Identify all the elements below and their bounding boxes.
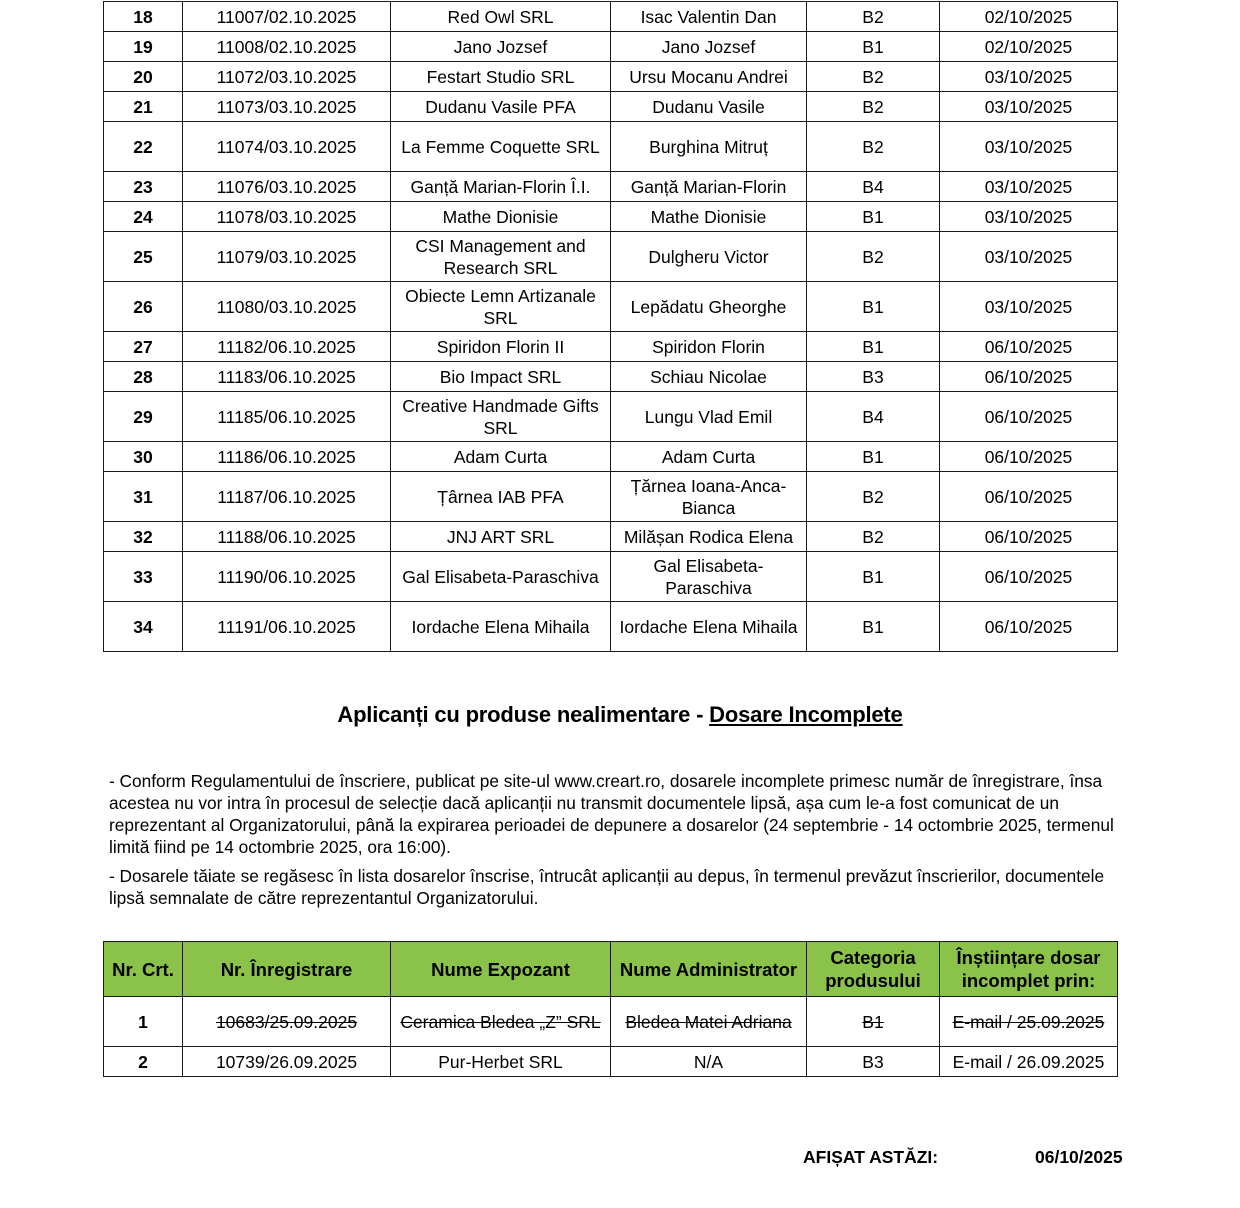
exhibitor-name: Țârnea IAB PFA [391, 472, 611, 522]
section-title-prefix: Aplicanți cu produse nealimentare - [337, 702, 710, 727]
table-row [104, 172, 1118, 202]
registration-number: 11190/06.10.2025 [183, 552, 391, 602]
header-registration: Nr. Înregistrare [183, 942, 391, 997]
registration-date: 03/10/2025 [940, 172, 1118, 202]
exhibitor-name: Red Owl SRL [391, 2, 611, 32]
registration-number: 11182/06.10.2025 [183, 332, 391, 362]
table-row [104, 362, 1118, 392]
row-number: 22 [104, 122, 183, 172]
header-exhibitor: Nume Expozant [391, 942, 611, 997]
exhibitor-name: Ganță Marian-Florin Î.I. [391, 172, 611, 202]
row-number: 31 [104, 472, 183, 522]
registration-number: 11186/06.10.2025 [183, 442, 391, 472]
registration-number: 11076/03.10.2025 [183, 172, 391, 202]
product-category: B4 [807, 172, 940, 202]
row-number: 24 [104, 202, 183, 232]
administrator-name: Bledea Matei Adriana [611, 997, 807, 1047]
exhibitor-name: JNJ ART SRL [391, 522, 611, 552]
administrator-name: Mathe Dionisie [611, 202, 807, 232]
row-number: 19 [104, 32, 183, 62]
administrator-name: Ursu Mocanu Andrei [611, 62, 807, 92]
registration-number: 11079/03.10.2025 [183, 232, 391, 282]
registration-number: 11007/02.10.2025 [183, 2, 391, 32]
header-category: Categoria produsului [807, 942, 940, 997]
table-row [104, 522, 1118, 552]
product-category: B3 [807, 1047, 940, 1077]
product-category: B1 [807, 602, 940, 652]
incomplete-files-body [104, 997, 1118, 1077]
row-number: 25 [104, 232, 183, 282]
table-row [104, 472, 1118, 522]
exhibitor-name: Mathe Dionisie [391, 202, 611, 232]
product-category: B2 [807, 92, 940, 122]
registration-date: 03/10/2025 [940, 232, 1118, 282]
registration-number: 11073/03.10.2025 [183, 92, 391, 122]
row-number: 23 [104, 172, 183, 202]
table-row [104, 202, 1118, 232]
row-number: 20 [104, 62, 183, 92]
registration-date: 06/10/2025 [940, 392, 1118, 442]
product-category: B2 [807, 232, 940, 282]
registration-date: 06/10/2025 [940, 362, 1118, 392]
administrator-name: Isac Valentin Dan [611, 2, 807, 32]
row-number: 18 [104, 2, 183, 32]
registration-date: 02/10/2025 [940, 2, 1118, 32]
table-row [104, 552, 1118, 602]
registered-applicants-body [104, 2, 1118, 652]
registration-date: 02/10/2025 [940, 32, 1118, 62]
product-category: B1 [807, 997, 940, 1047]
registration-date: 03/10/2025 [940, 202, 1118, 232]
table-row [104, 442, 1118, 472]
registration-number: 11187/06.10.2025 [183, 472, 391, 522]
table-row [104, 122, 1118, 172]
header-notice: Înștiințare dosar incomplet prin: [940, 942, 1118, 997]
product-category: B1 [807, 202, 940, 232]
administrator-name: Schiau Nicolae [611, 362, 807, 392]
notice-method: E-mail / 26.09.2025 [940, 1047, 1118, 1077]
registration-date: 06/10/2025 [940, 552, 1118, 602]
administrator-name: Gal Elisabeta-Paraschiva [611, 552, 807, 602]
registration-date: 06/10/2025 [940, 522, 1118, 552]
registration-number: 10739/26.09.2025 [183, 1047, 391, 1077]
registration-number: 11183/06.10.2025 [183, 362, 391, 392]
product-category: B2 [807, 62, 940, 92]
section-title [0, 702, 1240, 728]
exhibitor-name: Dudanu Vasile PFA [391, 92, 611, 122]
registration-date: 03/10/2025 [940, 122, 1118, 172]
administrator-name: Jano Jozsef [611, 32, 807, 62]
product-category: B1 [807, 282, 940, 332]
registration-number: 11191/06.10.2025 [183, 602, 391, 652]
incomplete-table-header-row [104, 942, 1118, 997]
table-row [104, 32, 1118, 62]
administrator-name: Iordache Elena Mihaila [611, 602, 807, 652]
product-category: B1 [807, 442, 940, 472]
exhibitor-name: Pur-Herbet SRL [391, 1047, 611, 1077]
registered-applicants-table [103, 1, 1118, 652]
product-category: B3 [807, 362, 940, 392]
product-category: B2 [807, 122, 940, 172]
row-number: 26 [104, 282, 183, 332]
table-row [104, 62, 1118, 92]
header-nr-crt: Nr. Crt. [104, 942, 183, 997]
exhibitor-name: La Femme Coquette SRL [391, 122, 611, 172]
exhibitor-name: Adam Curta [391, 442, 611, 472]
notice-method: E-mail / 25.09.2025 [940, 997, 1118, 1047]
registration-number: 11078/03.10.2025 [183, 202, 391, 232]
product-category: B2 [807, 2, 940, 32]
table-row [104, 332, 1118, 362]
registration-number: 11185/06.10.2025 [183, 392, 391, 442]
registration-number: 11080/03.10.2025 [183, 282, 391, 332]
table-row [104, 232, 1118, 282]
table-row [104, 282, 1118, 332]
registration-number: 11188/06.10.2025 [183, 522, 391, 552]
product-category: B1 [807, 332, 940, 362]
product-category: B4 [807, 392, 940, 442]
registration-number: 10683/25.09.2025 [183, 997, 391, 1047]
registration-date: 03/10/2025 [940, 62, 1118, 92]
exhibitor-name: Obiecte Lemn Artizanale SRL [391, 282, 611, 332]
administrator-name: Dudanu Vasile [611, 92, 807, 122]
posted-today-label: AFIȘAT ASTĂZI: [803, 1147, 939, 1167]
administrator-name: Dulgheru Victor [611, 232, 807, 282]
table-row [104, 2, 1118, 32]
registration-date: 06/10/2025 [940, 602, 1118, 652]
section-title-underlined: Dosare Incomplete [709, 702, 903, 727]
exhibitor-name: Bio Impact SRL [391, 362, 611, 392]
registration-number: 11008/02.10.2025 [183, 32, 391, 62]
registration-number: 11072/03.10.2025 [183, 62, 391, 92]
administrator-name: Ganță Marian-Florin [611, 172, 807, 202]
product-category: B2 [807, 472, 940, 522]
administrator-name: Lepădatu Gheorghe [611, 282, 807, 332]
note-paragraph-struck-files: - Dosarele tăiate se regăsesc în lista dosarelor înscrise, întrucât aplicanții au depus, în termenul prevăzut înscrierilor, documentele lipsă semnalate de către reprezentantul Organizatorului. [109, 866, 1105, 908]
exhibitor-name: Iordache Elena Mihaila [391, 602, 611, 652]
table-row [104, 392, 1118, 442]
posted-today-date: 06/10/2025 [1035, 1147, 1123, 1167]
row-number: 27 [104, 332, 183, 362]
row-number: 28 [104, 362, 183, 392]
registration-number: 11074/03.10.2025 [183, 122, 391, 172]
row-number: 21 [104, 92, 183, 122]
registration-date: 03/10/2025 [940, 282, 1118, 332]
row-number: 32 [104, 522, 183, 552]
administrator-name: Adam Curta [611, 442, 807, 472]
product-category: B1 [807, 32, 940, 62]
row-number: 30 [104, 442, 183, 472]
exhibitor-name: Festart Studio SRL [391, 62, 611, 92]
exhibitor-name: CSI Management and Research SRL [391, 232, 611, 282]
registration-date: 06/10/2025 [940, 442, 1118, 472]
administrator-name: Țărnea Ioana-Anca-Bianca [611, 472, 807, 522]
administrator-name: N/A [611, 1047, 807, 1077]
table-row [104, 92, 1118, 122]
row-number: 33 [104, 552, 183, 602]
row-number: 2 [104, 1047, 183, 1077]
administrator-name: Lungu Vlad Emil [611, 392, 807, 442]
exhibitor-name: Jano Jozsef [391, 32, 611, 62]
table-row [104, 1047, 1118, 1077]
administrator-name: Burghina Mitruț [611, 122, 807, 172]
exhibitor-name: Ceramica Bledea „Z” SRL [391, 997, 611, 1047]
header-administrator: Nume Administrator [611, 942, 807, 997]
row-number: 34 [104, 602, 183, 652]
registration-date: 06/10/2025 [940, 472, 1118, 522]
row-number: 1 [104, 997, 183, 1047]
exhibitor-name: Creative Handmade Gifts SRL [391, 392, 611, 442]
registration-date: 06/10/2025 [940, 332, 1118, 362]
table-row [104, 997, 1118, 1047]
exhibitor-name: Gal Elisabeta-Paraschiva [391, 552, 611, 602]
registration-date: 03/10/2025 [940, 92, 1118, 122]
table-row [104, 602, 1118, 652]
incomplete-files-table [103, 941, 1118, 1077]
administrator-name: Milășan Rodica Elena [611, 522, 807, 552]
product-category: B2 [807, 522, 940, 552]
administrator-name: Spiridon Florin [611, 332, 807, 362]
row-number: 29 [104, 392, 183, 442]
exhibitor-name: Spiridon Florin II [391, 332, 611, 362]
note-paragraph-regulation: - Conform Regulamentului de înscriere, publicat pe site-ul www.creart.ro, dosarele incomplete primesc număr de înregistrare, însa acestea nu vor intra în procesul de selecție dacă aplicanții nu transmit documentele lipsă, așa cum le-a fost comunicat de un reprezentant al Organizatorului, până la expirarea perioadei de depunere a dosarelor (24 septembrie - 14 octombrie 2025, termenul limită fiind pe 14 octombrie 2025, ora 16:00). [109, 771, 1114, 857]
product-category: B1 [807, 552, 940, 602]
